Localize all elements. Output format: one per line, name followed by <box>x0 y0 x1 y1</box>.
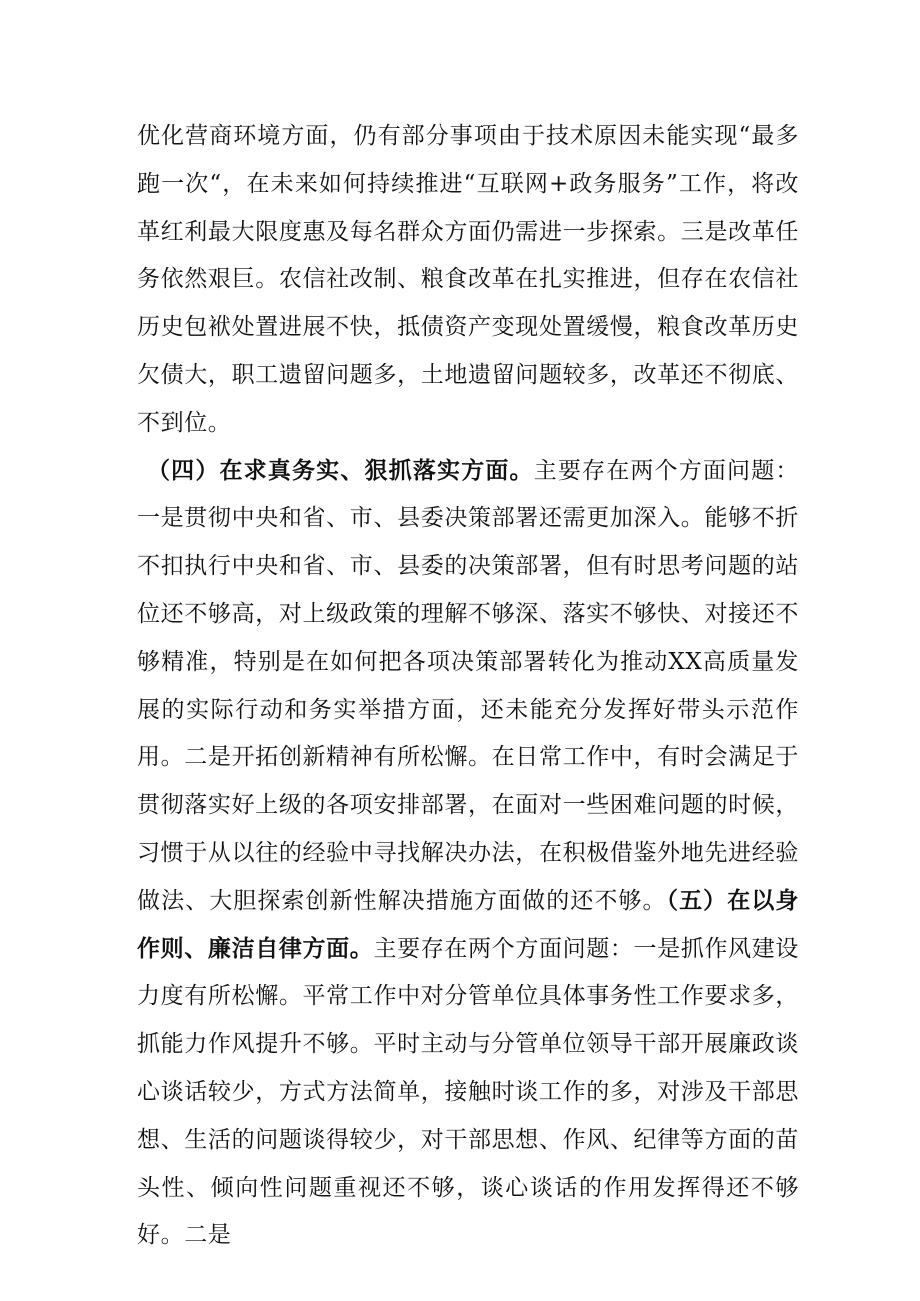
section-heading-4: （四）在求真务实、狠抓落实方面。 <box>147 457 534 484</box>
section-body-4: 主要存在两个方面问题：一是贯彻中央和省、市、县委决策部署还需更加深入。能够不折不扣执行中央和省、市、县委的决策部署，但有时思考问题的站位还不够高，对上级政策的理解不够深、落实不够快、对接还不够精准，特别是在如何把各项决策部署转化为推动XX高质量发展的实际行动和务实举措方面，还未能充分发挥好带头示范作用。二是开拓创新精神有所松懈。在日常工作中，有时会满足于贯彻落实好上级的各项安排部署，在面对一些困难问题的时候，习惯于从以往的经验中寻找解决办法，在积极借鉴外地先进经验做法、大胆探索创新性解决措施方面做的还不够。 <box>137 457 799 914</box>
section-heading-5: （五）在以身作则、廉洁自律方面。 <box>137 887 799 962</box>
section-body-5: 主要存在两个方面问题：一是抓作风建设力度有所松懈。平常工作中对分管单位具体事务性工作要求多，抓能力作风提升不够。平时主动与分管单位领导干部开展廉政谈心谈话较少，方式方法简单，接触时谈工作的多，对涉及干部思想、生活的问题谈得较少，对干部思想、作风、纪律等方面的苗头性、倾向性问题重视还不够，谈心谈话的作用发挥得还不够好。二是 <box>137 935 800 1249</box>
document-body <box>137 113 799 1260</box>
paragraph-reform-tasks: 优化营商环境方面，仍有部分事项由于技术原因未能实现“最多跑一次“，在未来如何持续推进“互联网+政务服务”工作，将改革红利最大限度惠及每名群众方面仍需进一步探索。三是改革任务依然艰巨。农信社改制、粮食改革在扎实推进，但存在农信社历史包袱处置进展不快，抵债资产变现处置缓慢，粮食改革历史欠债大，职工遗留问题多，土地遗留问题较多，改革还不彻底、不到位。 <box>137 123 799 436</box>
paragraph-implementation <box>137 448 799 1261</box>
